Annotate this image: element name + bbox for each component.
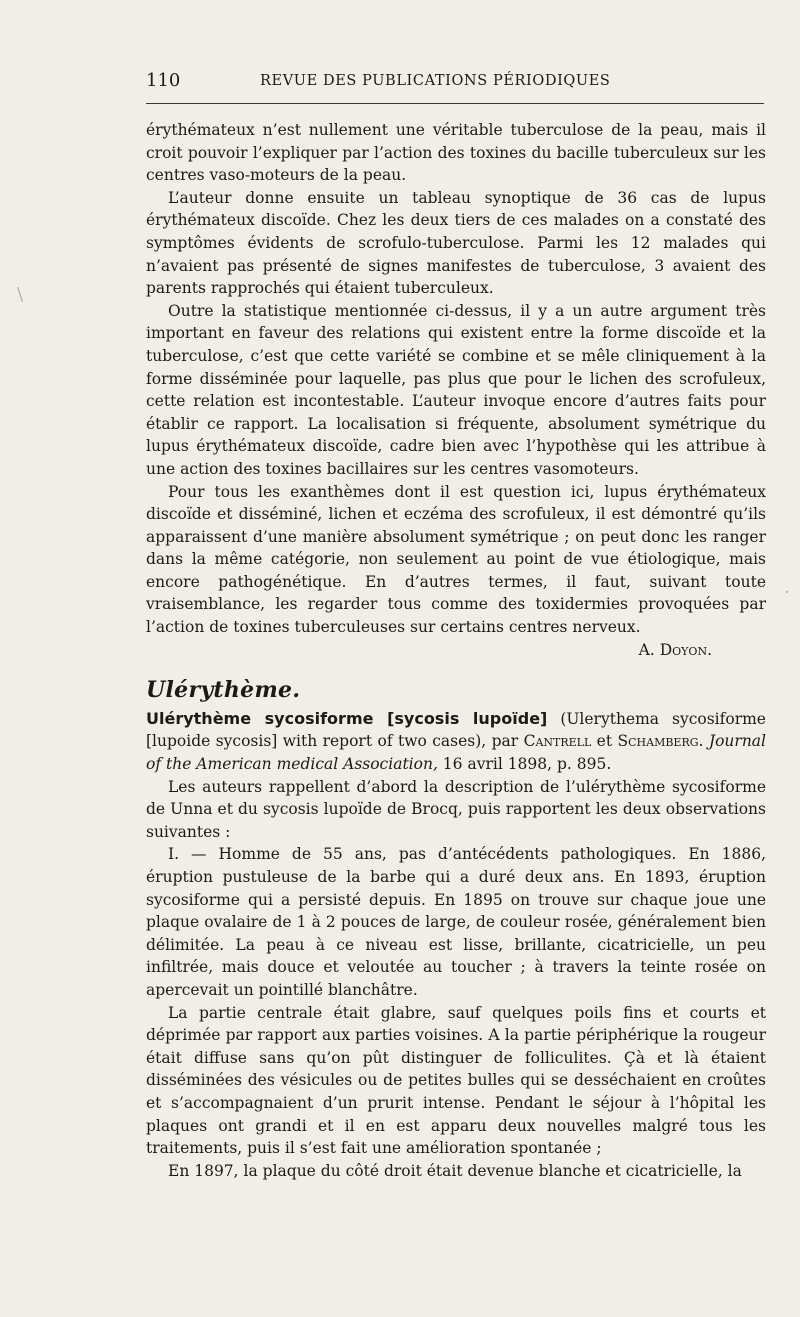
- document-page: [146, 64, 766, 1182]
- paragraph: I. — Homme de 55 ans, pas d’antécédents pathologiques. En 1886, éruption pustuleuse de la barbe qui a duré deux ans. En 1893, éruption sycosiforme qui a persisté depuis. En 1895 on trouve sur chaque joue une plaque ovalaire de 1 à 2 pouces de large, de couleur rosée, généralement bien délimitée. La peau à ce niveau est lisse, brillante, cicatricielle, un peu infiltrée, mais douce et veloutée au toucher ; à travers la teinte rosée on apercevait un pointillé blanchâtre.: [146, 845, 766, 999]
- paragraph: En 1897, la plaque du côté droit était devenue blanche et cicatricielle, la: [168, 1161, 742, 1180]
- paragraph: La partie centrale était glabre, sauf quelques poils fins et courts et déprimée par rapport aux parties voisines. A la partie périphérique la rougeur était diffuse sans qu’on pût distinguer de folliculites. Çà et là étaient disséminées des vésicules ou de petites bulles qui se desséchaient en croûtes et s’accompagnaient d’un prurit intense. Pendant le séjour à l’hôpital les plaques ont grandi et il en est apparu deux nouvelles malgré tous les traitements, puis il s’est fait une amélioration spontanée ;: [146, 1003, 766, 1158]
- author-name: Schamberg.: [617, 732, 704, 751]
- author-name: Cantrell: [523, 732, 592, 751]
- page-number: 110: [146, 70, 181, 91]
- header-rule: [146, 103, 764, 104]
- paragraph: Les auteurs rappellent d’abord la description de l’ulérythème sycosiforme de Unna et du sycosis lupoïde de Brocq, puis rapportent les deux observations suivantes :: [146, 777, 766, 841]
- section-title: Ulérythème.: [146, 677, 301, 704]
- paragraph: L’auteur donne ensuite un tableau synoptique de 36 cas de lupus érythémateux discoïde. Chez les deux tiers de ces malades on a constaté des symptômes évidents de scrofulo-tuberculose. Parmi les 12 malades qui n’avaient pas présenté de signes manifestes de tuberculose, 3 avaient des parents rapprochés qui étaient tuberculeux.: [146, 188, 766, 298]
- running-title: REVUE DES PUBLICATIONS PÉRIODIQUES: [260, 73, 611, 89]
- signature-text: A. Doyon.: [638, 640, 712, 659]
- journal-citation: 16 avril 1898, p. 895.: [437, 755, 612, 774]
- author-join: et: [591, 732, 618, 751]
- margin-mark: \: [17, 284, 24, 305]
- author-signature: [146, 639, 712, 662]
- entry-heading: [146, 708, 766, 776]
- entry-title: Ulérythème sycosiforme [sycosis lupoïde]: [146, 708, 548, 728]
- margin-mark: ·: [784, 582, 790, 603]
- paragraph: Outre la statistique mentionnée ci-dessus, il y a un autre argument très important en faveur des relations qui existent entre la forme discoïde et la tuberculose, c’est que cette variété se combine et se mêle cliniquement à la forme disséminée pour laquelle, pas plus que pour le lichen des scrofuleux, cette relation est incontestable. L’auteur invoque encore d’autres faits pour établir ce rapport. La localisation si fréquente, absolument symétrique du lupus érythémateux discoïde, cadre bien avec l’hypothèse qui les attribue à une action des toxines bacillaires sur les centres vasomoteurs.: [146, 301, 766, 478]
- paragraph: Pour tous les exanthèmes dont il est question ici, lupus érythémateux discoïde et disséminé, lichen et eczéma des scrofuleux, il est démontré qu’ils apparaissent d’une manière absolument symétrique ; on peut donc les ranger dans la même catégorie, non seulement au point de vue étiologique, mais encore pathogénétique. En d’autres termes, il faut, suivant toute vraisemblance, les regarder tous comme des toxidermies provoquées par l’action de toxines tuberculeuses sur certains centres nerveux.: [146, 482, 766, 637]
- entry-title-rest: (Ulerythema sycosiforme [lupoide sycosis] with report of two cases), par: [146, 709, 766, 751]
- running-head: [146, 64, 766, 90]
- paragraph: érythémateux n’est nullement une véritable tuberculose de la peau, mais il croit pouvoir l’expliquer par l’action des toxines du bacille tuberculeux sur les centres vaso-moteurs de la peau.: [146, 121, 766, 185]
- article-text: [146, 119, 766, 1182]
- journal-title: Journal of the American medical Association,: [146, 732, 766, 774]
